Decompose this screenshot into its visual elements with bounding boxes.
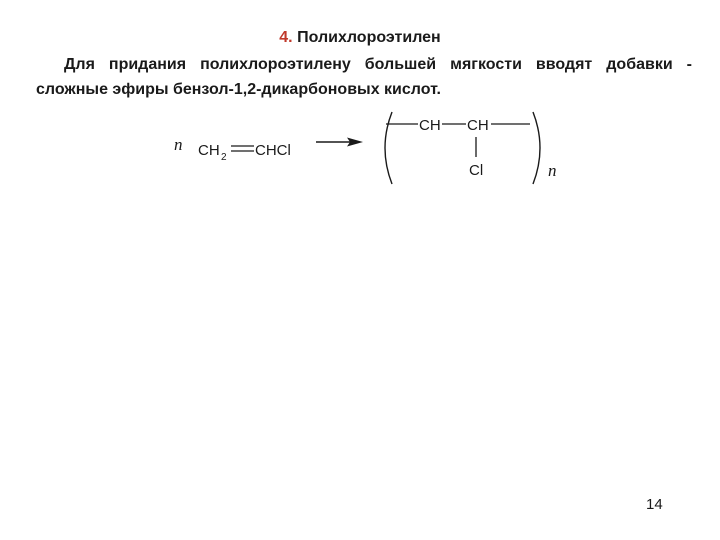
body-paragraph: Для придания полихлороэтилену большей мягкости вводят добавки - сложные эфиры бензол-1,2-дикарбоновых кислот. xyxy=(36,56,692,98)
right-parenthesis xyxy=(533,112,540,184)
product-ch-1: CH xyxy=(419,117,441,134)
title-text: Полихлороэтилен xyxy=(292,29,441,46)
repeat-subscript-n: n xyxy=(548,161,557,180)
reactant-chcl: CHCl xyxy=(255,142,291,159)
left-parenthesis xyxy=(385,112,392,184)
title-number: 4. xyxy=(279,29,293,46)
reactant-subscript: 2 xyxy=(221,152,227,163)
reaction-arrow xyxy=(316,138,363,147)
coefficient-n: n xyxy=(174,135,183,154)
product-cl: Cl xyxy=(469,162,484,179)
page-number: 14 xyxy=(646,496,663,513)
reactant-ch2: CH xyxy=(198,142,220,159)
product-ch-2: CH xyxy=(467,117,489,134)
